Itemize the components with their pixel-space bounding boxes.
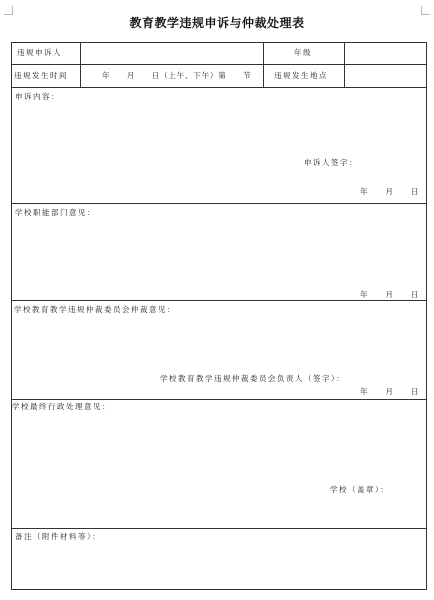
committee-signature-label: 学校教育教学违规仲裁委员会负责人（签字）：: [160, 374, 346, 383]
column-divider: [263, 42, 264, 87]
form-table: [11, 42, 427, 590]
row-divider: [11, 203, 427, 204]
school-seal-label: 学校（盖章）：: [330, 485, 390, 494]
violation-time-value: 年 月 日（上午、下午）第 节: [102, 71, 252, 80]
form-title: 教育教学违规申诉与仲裁处理表: [129, 16, 305, 30]
grade-label: 年级: [294, 48, 312, 57]
row-divider: [11, 399, 427, 400]
column-divider: [80, 42, 81, 87]
row-divider: [11, 528, 427, 529]
department-opinion-label: 学校职能部门意见：: [15, 208, 96, 217]
department-date: 年 月 日: [360, 290, 420, 299]
appellant-signature-label: 申诉人签字：: [304, 158, 358, 167]
committee-opinion-label: 学校教育教学违规仲裁委员会仲裁意见：: [14, 305, 176, 314]
violation-time-label: 违规发生时间: [14, 71, 68, 80]
column-divider: [344, 42, 345, 87]
row-divider: [11, 300, 427, 301]
final-decision-label: 学校最终行政处理意见：: [12, 402, 111, 411]
row-divider: [11, 64, 427, 65]
committee-date: 年 月 日: [360, 387, 420, 396]
appeal-date: 年 月 日: [360, 187, 420, 196]
remarks-label: 备注（附件材料等）：: [15, 532, 102, 541]
row-divider: [11, 87, 427, 88]
appellant-label: 违规申诉人: [17, 48, 62, 57]
violation-place-label: 违规发生地点: [274, 71, 328, 80]
appeal-content-label: 申诉内容：: [15, 92, 60, 101]
